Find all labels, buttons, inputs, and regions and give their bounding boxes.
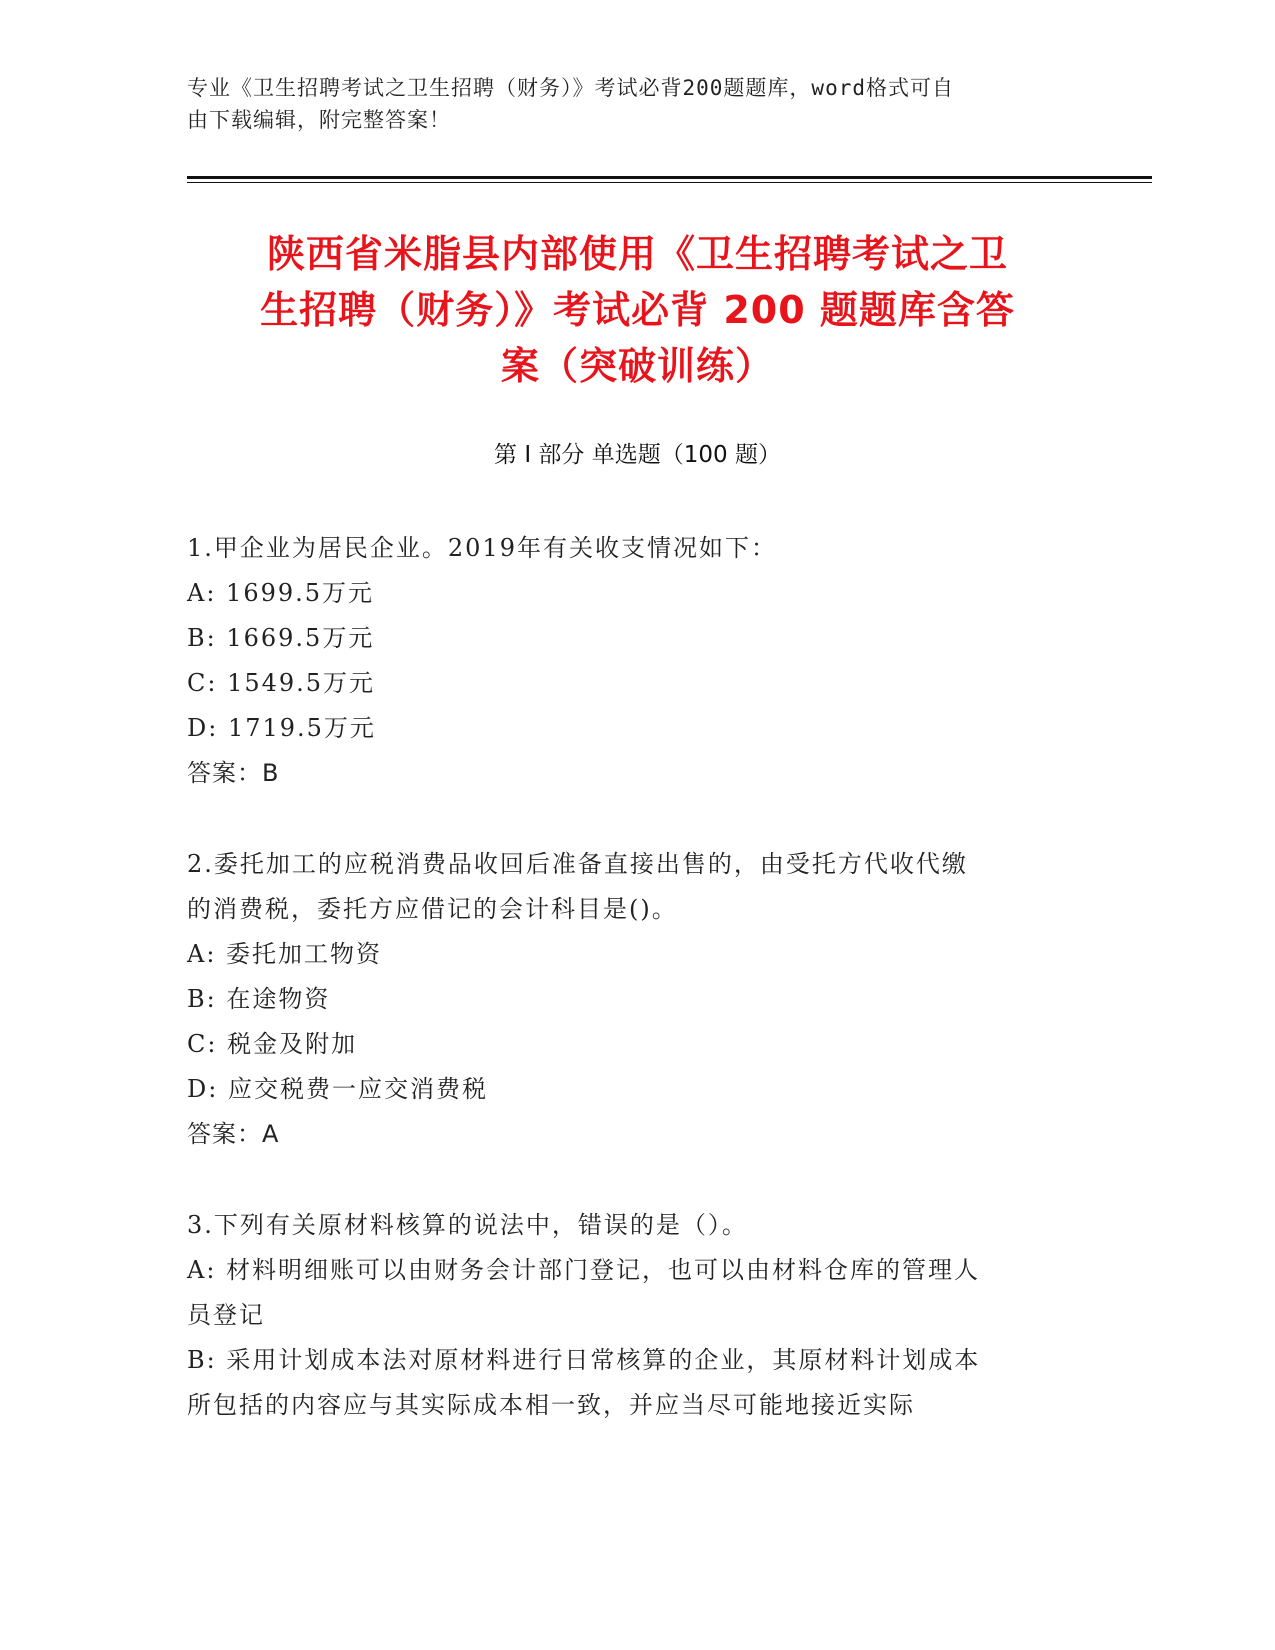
header-divider-thin [187,182,1152,183]
option-b: B: 在途物资 [187,985,331,1013]
option-d: D: 1719.5万元 [187,714,376,742]
document-title-line-2: 生招聘（财务）》考试必背 200 题题库含答 [260,288,1015,332]
option-d: D: 应交税费一应交消费税 [187,1075,488,1103]
option-b: B: 1669.5万元 [187,624,375,652]
option-b-line-1: B: 采用计划成本法对原材料进行日常核算的企业，其原材料计划成本 [187,1346,981,1374]
option-a-line-2: 员登记 [187,1301,265,1329]
section-heading: 第 I 部分 单选题（100 题） [494,442,781,468]
option-c: C: 1549.5万元 [187,669,376,697]
question-stem-line-1: 2.委托加工的应税消费品收回后准备直接出售的，由受托方代收代缴 [187,850,968,878]
option-a: A: 委托加工物资 [187,940,383,968]
option-b-line-2: 所包括的内容应与其实际成本相一致，并应当尽可能地接近实际 [187,1391,915,1419]
option-a-line-1: A: 材料明细账可以由财务会计部门登记，也可以由材料仓库的管理人 [187,1256,981,1284]
header-divider-thick [187,176,1152,179]
option-a: A: 1699.5万元 [187,579,375,607]
document-title-line-3: 案（突破训练） [500,344,774,388]
header-note-line-1: 专业《卫生招聘考试之卫生招聘（财务）》考试必背200题题库，word格式可自 [187,76,954,100]
question-1 [187,526,1067,796]
question-2 [187,842,1067,1157]
document-title [190,226,1085,394]
answer-label: 答案：A [187,1120,280,1148]
question-stem-line-2: 的消费税，委托方应借记的会计科目是()。 [187,895,678,923]
question-stem: 1.甲企业为居民企业。2019年有关收支情况如下： [187,534,777,562]
question-3 [187,1203,1067,1428]
header-note-line-2: 由下载编辑，附完整答案！ [187,108,451,132]
answer-label: 答案：B [187,759,280,787]
option-c: C: 税金及附加 [187,1030,358,1058]
document-title-line-1: 陕西省米脂县内部使用《卫生招聘考试之卫 [266,232,1008,276]
question-stem: 3.下列有关原材料核算的说法中，错误的是（）。 [187,1211,748,1239]
header-note [187,72,1067,136]
